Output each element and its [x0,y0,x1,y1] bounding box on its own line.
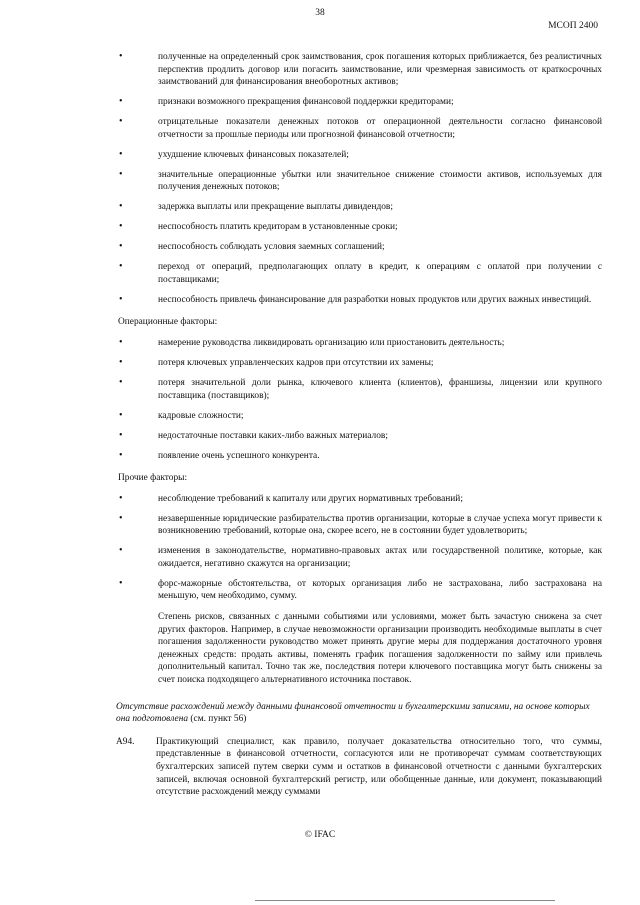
list-item: • признаки возможного прекращения финансовой поддержки кредиторами; [118,96,602,109]
paragraph-number: A94. [116,736,135,747]
risk-paragraph: Степень рисков, связанных с данными событиями или условиями, может быть зачастую снижена за счет других факторов. Например, в случае невозможности организации производить необходимые выплаты в счет погашения задолженности руководство может принять другие меры для поддержания достаточного уровня денежных средств: продать активы, поменять график погашения задолженности по займу или привлечь дополнительный капитал. Точно так же, последствия потери ключевого поставщика могут быть снижены за счет поиска подходящего альтернативного источника поставок. [158,612,602,686]
list-item: • неспособность соблюдать условия заемных соглашений; [118,241,602,254]
list-item: • потеря значительной доли рынка, ключевого клиента (клиентов), франшизы, лицензии или крупного поставщика (поставщиков); [118,377,602,402]
page-number: 38 [315,8,325,18]
list-item: • появление очень успешного конкурента. [118,450,602,463]
other-factors-label: Прочие факторы: [118,473,188,484]
paragraph-text: Практикующий специалист, как правило, получает доказательства относительно того, что суммы, представленные в финансовой отчетности, согласуются или не противоречат суммам соответствующих бухгалтерских записей путем сверки сумм и остатков в финансовой отчетности с данными бухгалтерских записей, включая основной бухгалтерский регистр, или обобщенные данные, или документ, показывающий отсутствие расхождений между суммами [156,736,602,798]
list-item: • несоблюдение требований к капиталу или других нормативных требований; [118,493,602,506]
list-item: • задержка выплаты или прекращение выплаты дивидендов; [118,201,602,214]
page-content [118,51,602,799]
section-heading-reference: (см. пункт 56) [188,714,247,725]
list-item: • намерение руководства ликвидировать организацию или приостановить деятельность; [118,337,602,350]
list-item: • форс-мажорные обстоятельства, от которых организация либо не застрахована, либо застрахована на меньшую, чем необходимо, сумму. [118,578,602,603]
operational-factors-label: Операционные факторы: [118,317,218,328]
list-item: • переход от операций, предполагающих оплату в кредит, к операциям с оплатой при получении с поставщиками; [118,261,602,286]
paragraph-a94 [118,736,602,799]
list-item: • значительные операционные убытки или значительное снижение стоимости активов, используемых для получения денежных потоков; [118,169,602,194]
list-item: • неспособность привлечь финансирование для разработки новых продуктов или других важных инвестиций. [118,294,602,307]
other-factors-list [118,493,602,603]
operational-factors-list [118,337,602,462]
document-code: МСОП 2400 [548,21,598,31]
list-item: • изменения в законодательстве, нормативно-правовых актах или государственной политике, которые, как ожидается, негативно скажутся на организации; [118,545,602,570]
list-item: • недостаточные поставки каких-либо важных материалов; [118,430,602,443]
list-item: • полученные на определенный срок заимствования, срок погашения которых приближается, без реалистичных перспектив продлить договор или погасить заимствование, или чрезмерная зависимость от краткосрочных заимствований для финансирования внеоборотных активов; [118,51,602,89]
list-item: • кадровые сложности; [118,410,602,423]
financial-factors-list [118,51,602,306]
bottom-divider [255,900,555,901]
list-item: • ухудшение ключевых финансовых показателей; [118,149,602,162]
list-item: • незавершенные юридические разбирательства против организации, которые в случае успеха могут привести к возникновению требований, которые она, скорее всего, не в состоянии будет удовлетворить; [118,513,602,538]
list-item: • потеря ключевых управленческих кадров при отсутствии их замены; [118,357,602,370]
list-item: • отрицательные показатели денежных потоков от операционной деятельности согласно финансовой отчетности за прошлые периоды или прогнозной финансовой отчетности; [118,116,602,141]
footer-copyright: © IFAC [304,830,336,840]
section-heading [116,701,602,726]
list-item: • неспособность платить кредиторам в установленные сроки; [118,221,602,234]
section-heading-text: Отсутствие расхождений между данными финансовой отчетности и бухгалтерскими записями, на основе которых она подготовлена [116,701,590,725]
